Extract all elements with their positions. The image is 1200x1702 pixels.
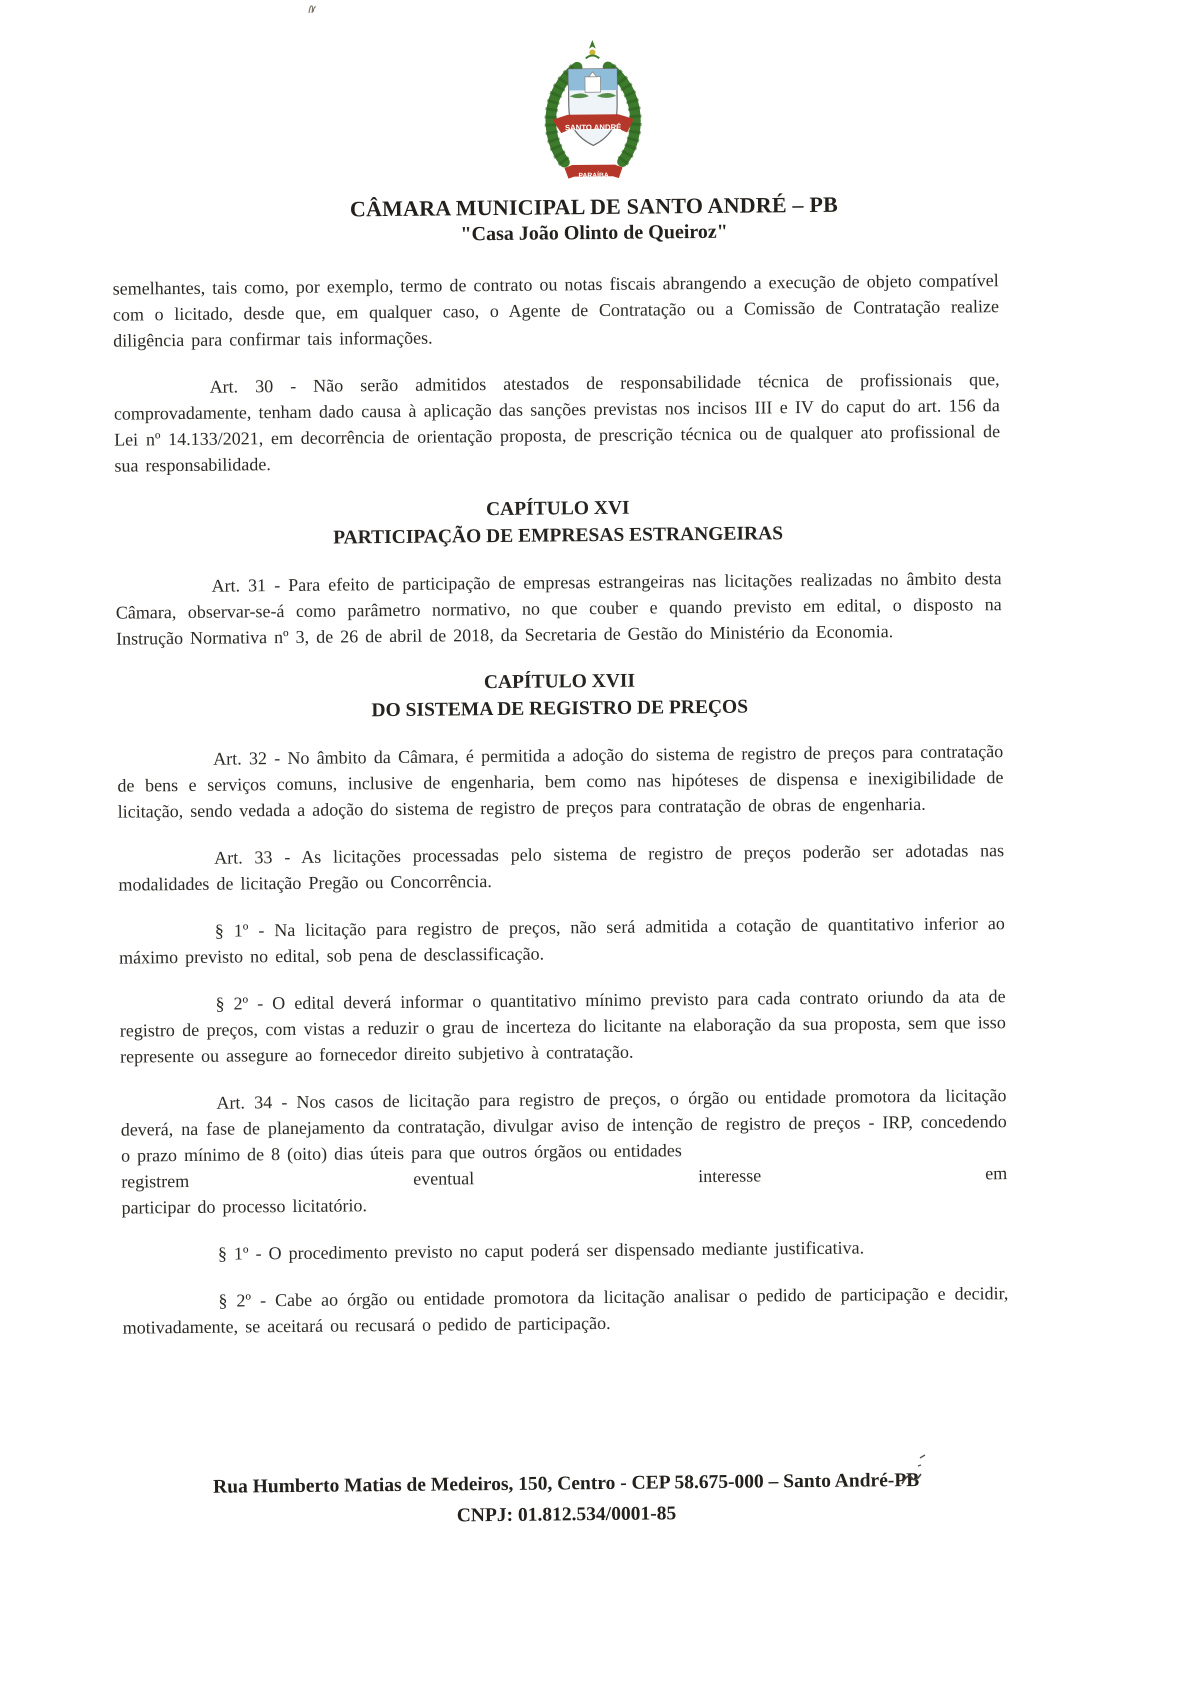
paragraph-art30: Art. 30 - Não serão admitidos atestados de responsabilidade técnica de profissionais que, comprovadamente, tenham dado causa à aplicação das sanções previstas nos incisos III e IV do caput do art. 156 da Lei nº 14.133/2021, em decorrência de orientação proposta, de prescrição técnica ou de qualquer ato profissional de sua responsabilidade. bbox=[113, 369, 1001, 476]
art34-stretch-word: eventual bbox=[413, 1168, 475, 1189]
footer-address: Rua Humberto Matias de Medeiros, 150, Centro - CEP 58.675-000 – Santo André-PB bbox=[213, 1469, 920, 1498]
paragraph-art33-par1: § 1º - Na licitação para registro de preços, não será admitida a cotação de quantitativo inferior ao máximo previsto no edital, sob pena de desclassificação. bbox=[119, 913, 1005, 968]
coat-of-arms bbox=[524, 37, 661, 188]
document-header bbox=[0, 0, 1194, 251]
paragraph-intro: semelhantes, tais como, por exemplo, termo de contrato ou notas fiscais abrangendo a execução de objeto compatível com o licitado, desde que, em qualquer caso, o Agente de Contratação ou a Comissão de Contratação realize diligência para confirmar tais informações. bbox=[112, 270, 999, 351]
paragraph-art34-par2: § 2º - Cabe ao órgão ou entidade promotora da licitação analisar o pedido de participação e decidir, motivadamente, se aceitará ou recusará o pedido de participação. bbox=[122, 1283, 1009, 1338]
org-title: CÂMARA MUNICIPAL DE SANTO ANDRÉ – PB bbox=[349, 191, 839, 222]
art34-last-line: participar do processo licitatório. bbox=[121, 1195, 368, 1218]
chapter-17-title: DO SISTEMA DE REGISTRO DE PREÇOS bbox=[371, 696, 749, 722]
crest-state-banner bbox=[564, 165, 622, 180]
crest-city-name: SANTO ANDRÉ bbox=[564, 122, 622, 133]
paragraph-art31: Art. 31 - Para efeito de participação de empresas estrangeiras nas licitações realizadas no âmbito desta Câmara, observar-se-á como parâmetro normativo, no que couber e quando previsto em edital, o disposto na Instrução Normativa nº 3, de 26 de abril de 2018, da Secretaria de Gestão do Ministério da Economia. bbox=[115, 568, 1002, 649]
crest-shield bbox=[568, 69, 617, 146]
footer-cnpj: CNPJ: 01.812.534/0001-85 bbox=[456, 1503, 677, 1527]
art34-stretch-word: em bbox=[985, 1163, 1008, 1184]
paragraph-art32: Art. 32 - No âmbito da Câmara, é permitida a adoção do sistema de registro de preços para contratação de bens e serviços comuns, inclusive de engenharia, bem como nas hipóteses de dispensa e inexigibilidade de licitação, sendo vedada a adoção do sistema de registro de preços para contratação de obras de engenharia. bbox=[117, 741, 1004, 822]
paragraph-art33-par2: § 2º - O edital deverá informar o quantitativo mínimo previsto para cada contrato oriundo da ata de registro de preços, com vistas a reduzir o grau de incerteza do licitante na elaboração da sua proposta, sem que isso represente ou assegure ao fornecedor direito subjetivo à contratação. bbox=[119, 986, 1006, 1067]
document-footer bbox=[6, 1463, 1127, 1536]
crest-top-ornament bbox=[586, 40, 600, 59]
chapter-16-heading bbox=[115, 491, 1001, 554]
chapter-16-label: CAPÍTULO XVI bbox=[485, 497, 630, 521]
document-body bbox=[113, 267, 1009, 1340]
chapter-17-label: CAPÍTULO XVII bbox=[483, 670, 636, 694]
chapter-17-heading bbox=[116, 664, 1002, 727]
paragraph-art34-par1: § 1º - O procedimento previsto no caput poderá ser dispensado mediante justificativa. bbox=[217, 1237, 865, 1264]
art34-stretch-word: interesse bbox=[698, 1165, 762, 1187]
scan-artifact-pen-tick bbox=[898, 1452, 928, 1497]
paragraph-art34 bbox=[120, 1082, 1007, 1220]
paragraph-art33: Art. 33 - As licitações processadas pelo sistema de registro de preços poderão ser adotadas nas modalidades de licitação Pregão ou Concorrência. bbox=[118, 840, 1005, 895]
crest-city-banner bbox=[552, 114, 633, 133]
art34-stretch-word: registrem bbox=[121, 1170, 190, 1192]
art34-text: Art. 34 - Nos casos de licitação para registro de preços, o órgão ou entidade promotora da licitação deverá, na fase de planejamento da contratação, divulgar aviso de intenção de registro de preços - IRP, concedendo o prazo mínimo de 8 (oito) dias úteis para que outros órgãos ou entidades bbox=[120, 1085, 1007, 1166]
org-subtitle: "Casa João Olinto de Queiroz" bbox=[460, 220, 728, 246]
crest-state-name: PARAÍBA bbox=[578, 172, 609, 180]
chapter-16-title: PARTICIPAÇÃO DE EMPRESAS ESTRANGEIRAS bbox=[333, 523, 784, 549]
